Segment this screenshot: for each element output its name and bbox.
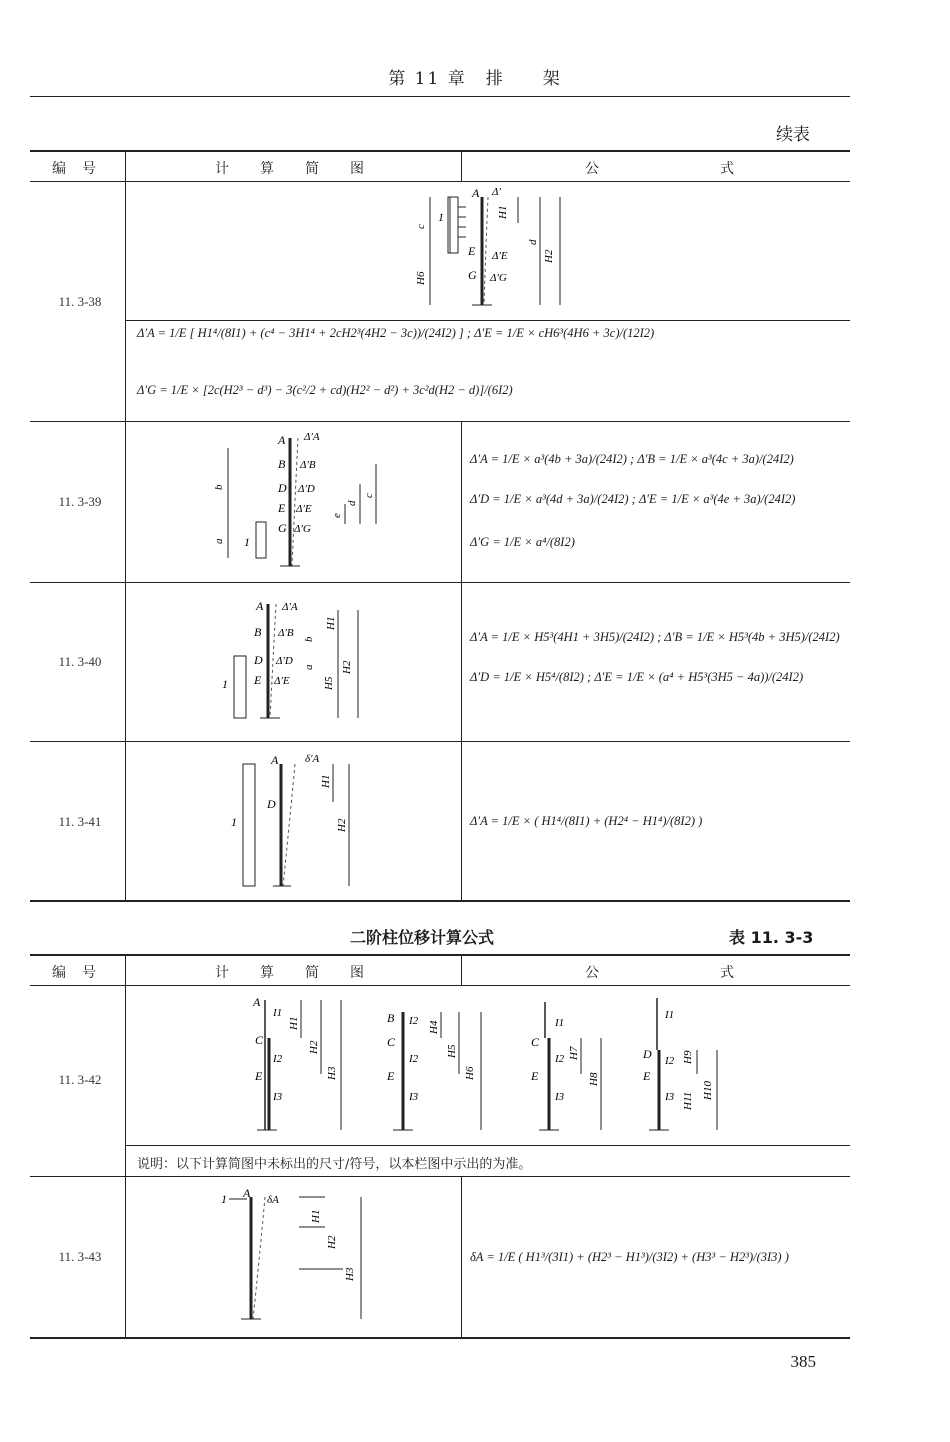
svg-text:Δ′D: Δ′D	[276, 655, 293, 667]
svg-text:1: 1	[222, 677, 228, 691]
row-number: 11. 3-41	[58, 814, 102, 829]
svg-text:A: A	[253, 995, 261, 1009]
diagram-11-3-43	[215, 1183, 375, 1328]
svg-text:Δ′D: Δ′D	[298, 483, 315, 495]
svg-text:δ′A: δ′A	[305, 753, 320, 765]
continued-label: 续表	[776, 125, 810, 145]
svg-text:A: A	[243, 1186, 251, 1200]
svg-text:1: 1	[244, 535, 250, 549]
svg-text:Δ′A: Δ′A	[282, 601, 298, 613]
svg-text:H2: H2	[326, 1235, 338, 1249]
svg-text:E: E	[278, 501, 286, 515]
row-number: 11. 3-39	[58, 494, 102, 509]
svg-text:Δ′G: Δ′G	[294, 523, 311, 535]
row-number: 11. 3-38	[58, 294, 102, 309]
svg-text:H6: H6	[415, 271, 427, 285]
svg-text:H8: H8	[588, 1072, 600, 1086]
svg-text:H9: H9	[682, 1050, 694, 1064]
svg-text:Δ′E: Δ′E	[274, 675, 290, 687]
svg-text:Δ′E: Δ′E	[296, 503, 312, 515]
svg-text:I2: I2	[409, 1053, 419, 1065]
diagram-11-3-42	[245, 990, 735, 1138]
svg-text:I3: I3	[273, 1091, 283, 1103]
svg-text:Δ′: Δ′	[492, 186, 501, 198]
svg-text:b: b	[303, 636, 315, 642]
svg-text:I2: I2	[273, 1053, 283, 1065]
svg-text:B: B	[387, 1011, 395, 1025]
svg-text:A: A	[256, 599, 264, 613]
formula-line: Δ′A = 1/E × H5³(4H1 + 3H5)/(24I2) ; Δ′B = 1/E × H5³(4b + 3H5)/(24I2)	[470, 630, 840, 644]
svg-text:Δ′B: Δ′B	[300, 459, 316, 471]
svg-text:B: B	[278, 457, 286, 471]
diagram-11-3-40	[220, 590, 370, 732]
svg-text:G: G	[468, 268, 477, 282]
table-2-title: 二阶柱位移计算公式	[350, 928, 495, 947]
svg-text:C: C	[531, 1035, 540, 1049]
formula-line: δA = 1/E ( H1³/(3I1) + (H2³ − H1³)/(3I2) + (H3³ − H2³)/(3I3) )	[470, 1250, 789, 1264]
diagram-11-3-41	[225, 748, 365, 893]
svg-text:E: E	[468, 244, 476, 258]
svg-text:C: C	[255, 1033, 264, 1047]
row-number: 11. 3-40	[58, 654, 102, 669]
svg-text:B: B	[254, 625, 262, 639]
svg-text:H6: H6	[464, 1066, 476, 1080]
svg-text:H2: H2	[341, 660, 353, 674]
svg-text:I2: I2	[409, 1015, 419, 1027]
svg-text:Δ′E: Δ′E	[492, 250, 508, 262]
svg-text:δA: δA	[267, 1194, 279, 1206]
svg-text:H4: H4	[428, 1020, 440, 1034]
svg-text:H2: H2	[543, 249, 555, 263]
svg-text:1: 1	[231, 815, 237, 829]
svg-text:H1: H1	[325, 616, 337, 630]
svg-text:H3: H3	[326, 1066, 338, 1080]
svg-text:H5: H5	[446, 1044, 458, 1058]
svg-text:D: D	[254, 653, 263, 667]
col-number-header: 编 号	[52, 965, 97, 981]
formula-line: Δ′D = 1/E × a³(4d + 3a)/(24I2) ; Δ′E = 1/E × a³(4e + 3a)/(24I2)	[470, 492, 796, 506]
svg-text:E: E	[531, 1069, 539, 1083]
formula-line: Δ′G = 1/E × [2c(H2³ − d³) − 3(c²/2 + cd)(H2² − d²) + 3c²d(H2 − d)]/(6I2)	[137, 383, 513, 397]
svg-text:A: A	[278, 433, 286, 447]
svg-text:I2: I2	[665, 1055, 675, 1067]
svg-text:b: b	[213, 484, 225, 490]
diagram-11-3-39	[200, 428, 390, 573]
svg-text:I1: I1	[555, 1017, 565, 1029]
svg-text:H2: H2	[308, 1040, 320, 1054]
svg-text:A: A	[472, 186, 480, 200]
svg-text:H5: H5	[323, 676, 335, 690]
svg-text:I1: I1	[665, 1009, 675, 1021]
formula-line: Δ′D = 1/E × H5⁴/(8I2) ; Δ′E = 1/E × (a⁴ + H5³(3H5 − 4a))/(24I2)	[470, 670, 804, 684]
table-2-number: 表 11. 3-3	[729, 928, 814, 947]
svg-text:c: c	[363, 493, 375, 498]
svg-text:G: G	[278, 521, 287, 535]
svg-text:H3: H3	[344, 1267, 356, 1281]
svg-text:H1: H1	[497, 205, 509, 219]
svg-text:a: a	[213, 538, 225, 544]
page-number: 385	[790, 1352, 816, 1371]
note-text: 说明：以下计算简图中未标出的尺寸/符号，以本栏图中示出的为准。	[137, 1157, 532, 1172]
svg-text:I3: I3	[665, 1091, 675, 1103]
formula-line: Δ′G = 1/E × a⁴/(8I2)	[470, 535, 575, 549]
svg-text:D: D	[267, 797, 276, 811]
col-diagram-header: 计 算 简 图	[215, 161, 365, 177]
svg-text:H7: H7	[568, 1046, 580, 1060]
svg-text:1: 1	[438, 210, 444, 224]
svg-text:Δ′G: Δ′G	[490, 272, 507, 284]
chapter-header: 第 11 章 排 架	[388, 69, 562, 89]
formula-line: Δ′A = 1/E × ( H1⁴/(8I1) + (H2⁴ − H1⁴)/(8I2) )	[470, 814, 703, 828]
svg-text:E: E	[255, 1069, 263, 1083]
col-formula-header: 公 式	[585, 161, 735, 177]
svg-text:H1: H1	[288, 1016, 300, 1030]
svg-text:H2: H2	[336, 818, 348, 832]
svg-text:H1: H1	[320, 774, 332, 788]
svg-text:D: D	[643, 1047, 652, 1061]
svg-text:Δ′A: Δ′A	[304, 431, 320, 443]
row-number: 11. 3-43	[58, 1249, 102, 1264]
svg-text:1: 1	[221, 1192, 227, 1206]
col-number-header: 编 号	[52, 161, 97, 177]
header-rule	[30, 96, 850, 97]
svg-text:E: E	[643, 1069, 651, 1083]
svg-text:d: d	[527, 239, 539, 245]
svg-text:C: C	[387, 1035, 396, 1049]
svg-text:a: a	[303, 664, 315, 670]
col-formula-header: 公 式	[585, 965, 735, 981]
svg-text:A: A	[271, 753, 279, 767]
svg-text:E: E	[387, 1069, 395, 1083]
svg-text:I1: I1	[273, 1007, 283, 1019]
formula-line: Δ′A = 1/E × a³(4b + 3a)/(24I2) ; Δ′B = 1/E × a³(4c + 3a)/(24I2)	[470, 452, 794, 466]
svg-text:I3: I3	[409, 1091, 419, 1103]
svg-text:e: e	[331, 513, 343, 518]
svg-text:d: d	[346, 500, 358, 506]
svg-text:H11: H11	[682, 1091, 694, 1110]
svg-text:c: c	[415, 224, 427, 229]
svg-text:D: D	[278, 481, 287, 495]
svg-text:I3: I3	[555, 1091, 565, 1103]
col-diagram-header: 计 算 简 图	[215, 965, 365, 981]
svg-text:H1: H1	[310, 1209, 322, 1223]
svg-text:E: E	[254, 673, 262, 687]
svg-text:Δ′B: Δ′B	[278, 627, 294, 639]
svg-text:H10: H10	[702, 1081, 714, 1100]
formula-line: Δ′A = 1/E [ H1⁴/(8I1) + (c⁴ − 3H1⁴ + 2cH2³(4H2 − 3c))/(24I2) ] ; Δ′E = 1/E × cH6³(4H6 + 3c)/(12I2)	[137, 326, 655, 340]
row-number: 11. 3-42	[58, 1072, 102, 1087]
diagram-11-3-38	[400, 183, 580, 318]
svg-text:I2: I2	[555, 1053, 565, 1065]
